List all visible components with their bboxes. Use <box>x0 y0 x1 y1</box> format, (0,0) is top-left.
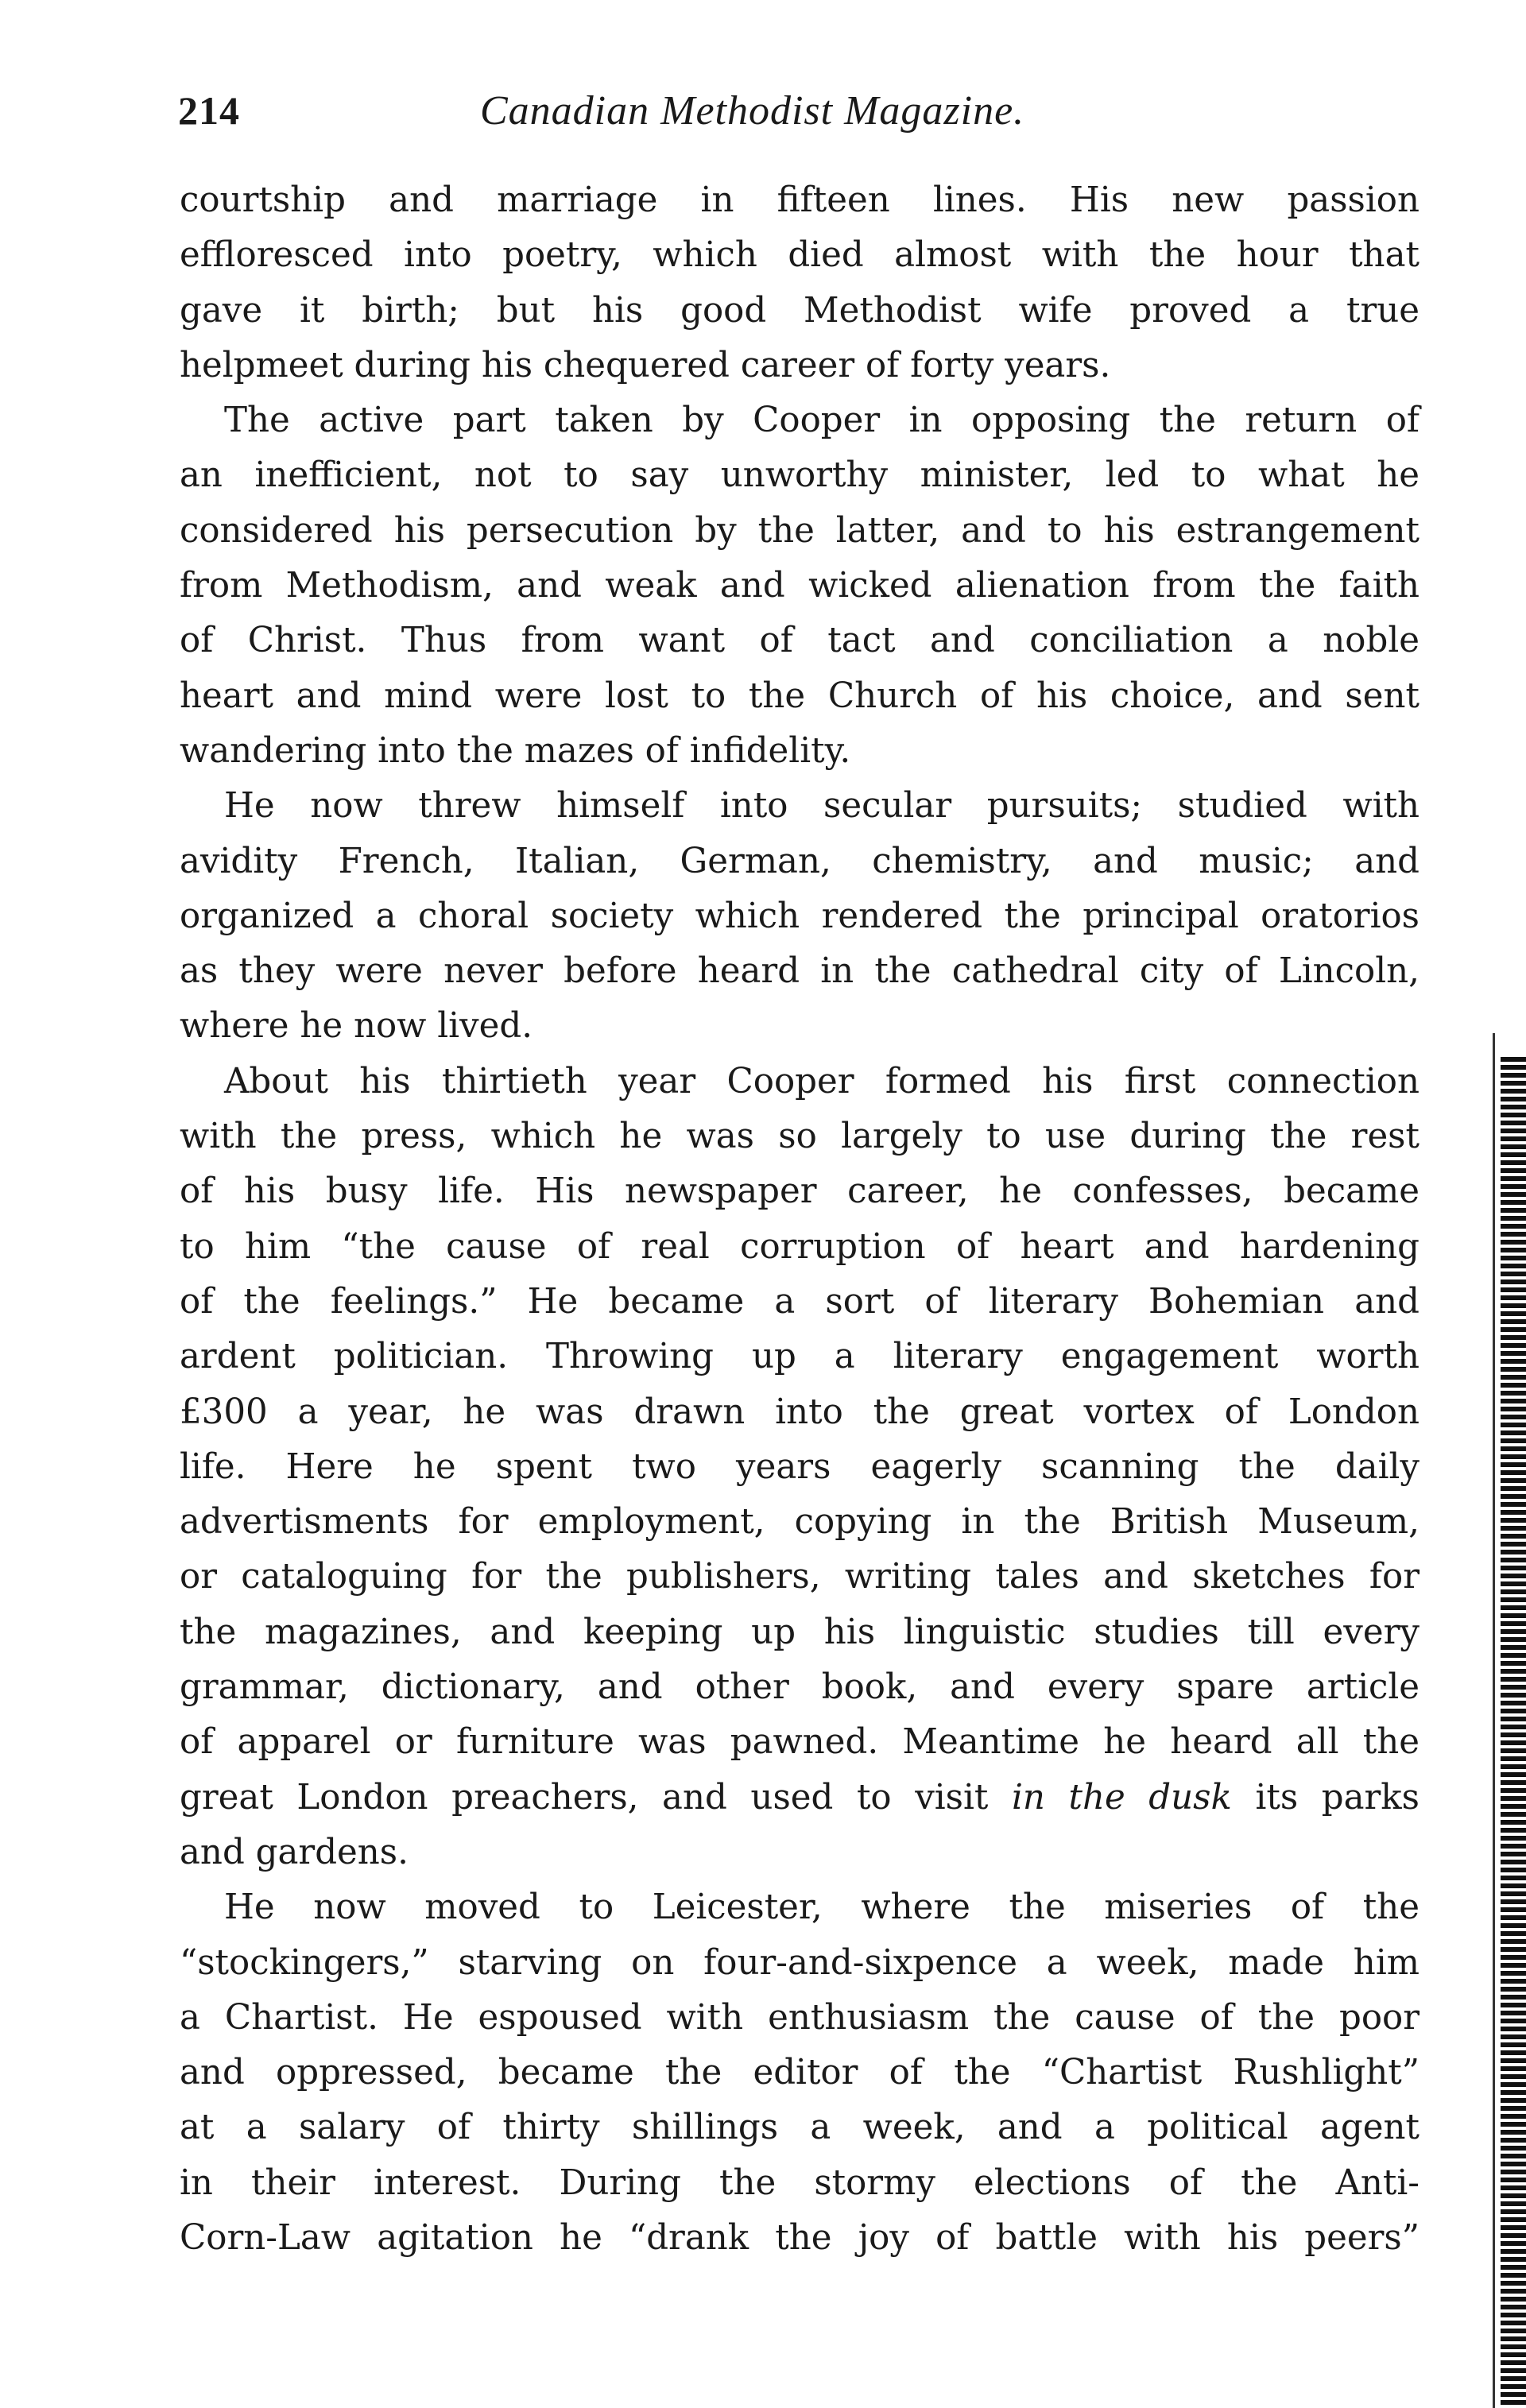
text-line: avidity French, Italian, German, chemistry, and music; and <box>180 841 1419 881</box>
running-title: Canadian Methodist Magazine. <box>480 88 1025 134</box>
text-line: of apparel or furniture was pawned. Meantime he heard all the <box>180 1722 1419 1763</box>
text-line: “stockingers,” starving on four-and-sixpence a week, made him <box>180 1942 1419 1983</box>
paragraph-5 <box>180 1880 1419 2266</box>
page-number: 214 <box>178 88 240 133</box>
text-line: grammar, dictionary, and other book, and every spare article <box>180 1667 1419 1708</box>
text-line: advertisments for employment, copying in the British Museum, <box>180 1502 1419 1543</box>
text-line: heart and mind were lost to the Church of his choice, and sent <box>180 676 1419 716</box>
text-line: where he now lived. <box>180 1006 533 1047</box>
text-line: He now moved to Leicester, where the miseries of the <box>224 1887 1419 1928</box>
text-line: considered his persecution by the latter, and to his estrangement <box>180 510 1419 551</box>
text-line: the magazines, and keeping up his linguistic studies till every <box>180 1612 1419 1652</box>
text-line: organized a choral society which rendered the principal oratorios <box>180 896 1419 936</box>
book-edge-strip <box>1501 1057 1526 2408</box>
text-line: and gardens. <box>180 1832 409 1872</box>
italic-phrase: in the dusk <box>1011 1777 1232 1818</box>
text-line: from Methodism, and weak and wicked alienation from the faith <box>180 566 1419 606</box>
text-line: in their interest. During the stormy elections of the Anti- <box>180 2162 1419 2203</box>
text-line: to him “the cause of real corruption of heart and hardening <box>180 1226 1419 1267</box>
text-line: He now threw himself into secular pursuits; studied with <box>224 786 1419 827</box>
article-body <box>180 173 1419 2266</box>
page-header <box>178 87 1426 151</box>
text-line: or cataloguing for the publishers, writing tales and sketches for <box>180 1557 1419 1597</box>
text-line: a Chartist. He espoused with enthusiasm the cause of the poor <box>180 1997 1419 2038</box>
text-line: at a salary of thirty shillings a week, and a political agent <box>180 2108 1419 2148</box>
text-line: of Christ. Thus from want of tact and conciliation a noble <box>180 621 1419 661</box>
text-line: The active part taken by Cooper in opposing the return of <box>224 401 1419 441</box>
paragraph-1 <box>180 173 1419 393</box>
text-line: wandering into the mazes of infidelity. <box>180 730 851 771</box>
text-segment: great London preachers, and used to visit <box>180 1777 1012 1818</box>
paragraph-3 <box>180 779 1419 1054</box>
text-line: and oppressed, became the editor of the “Chartist Rushlight” <box>180 2053 1419 2093</box>
paragraph-4 <box>180 1055 1419 1880</box>
text-line: ardent politician. Throwing up a literary engagement worth <box>180 1337 1419 1377</box>
text-line: of his busy life. His newspaper career, he confesses, became <box>180 1171 1419 1212</box>
text-line: with the press, which he was so largely to use during the rest <box>180 1117 1419 1157</box>
text-line: gave it birth; but his good Methodist wife proved a true <box>180 290 1419 331</box>
page-edge-line <box>1493 1033 1495 2408</box>
text-line: an inefficient, not to say unworthy minister, led to what he <box>180 455 1419 496</box>
text-line: About his thirtieth year Cooper formed his first connection <box>224 1061 1419 1101</box>
text-line: of the feelings.” He became a sort of literary Bohemian and <box>180 1281 1419 1322</box>
text-line: life. Here he spent two years eagerly scanning the daily <box>180 1446 1419 1487</box>
text-line: £300 a year, he was drawn into the great vortex of London <box>180 1392 1419 1432</box>
text-line-with-italic <box>180 1771 1419 1825</box>
text-line: Corn-Law agitation he “drank the joy of battle with his peers” <box>180 2217 1419 2258</box>
text-line: courtship and marriage in fifteen lines. His new passion <box>180 180 1419 220</box>
text-segment: its parks <box>1231 1777 1419 1818</box>
text-line: effloresced into poetry, which died almost with the hour that <box>180 235 1419 276</box>
text-line: as they were never before heard in the cathedral city of Lincoln, <box>180 951 1419 992</box>
paragraph-2 <box>180 393 1419 779</box>
text-line: helpmeet during his chequered career of forty years. <box>180 345 1111 385</box>
